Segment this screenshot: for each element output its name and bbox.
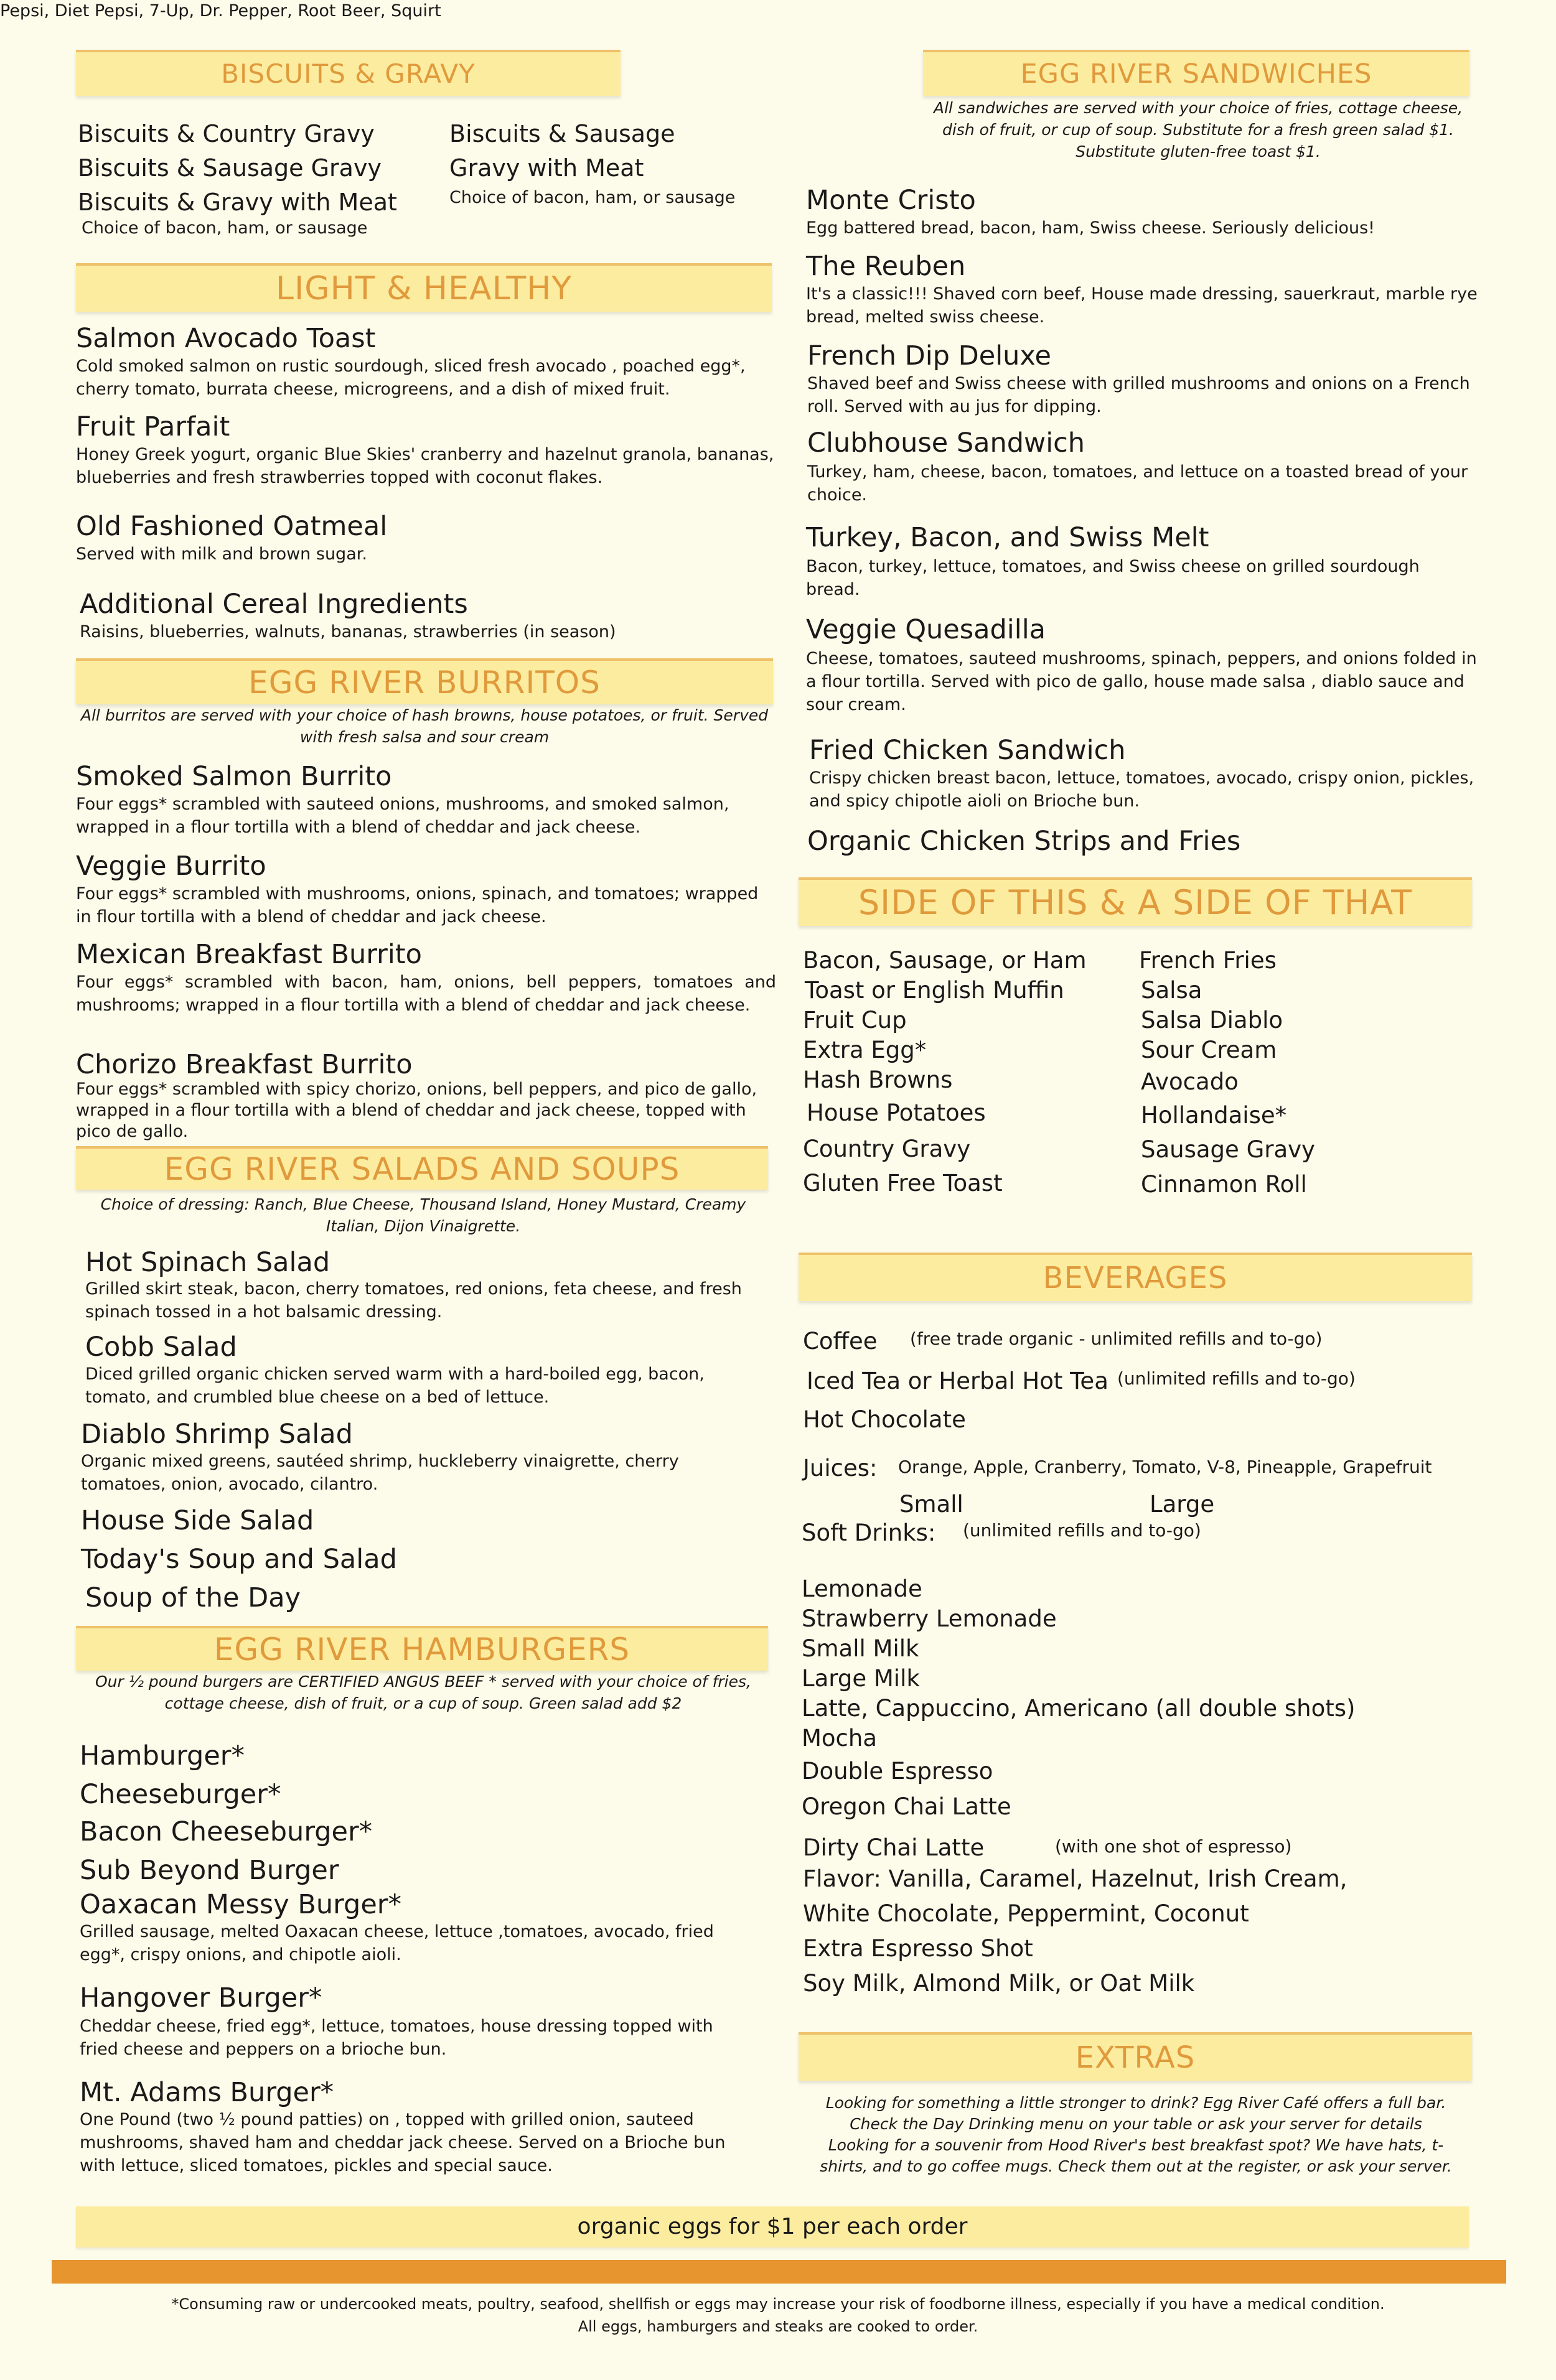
- side-item: French Fries: [1139, 947, 1277, 974]
- beverage-juices-list: Orange, Apple, Cranberry, Tomato, V-8, Pineapple, Grapefruit: [898, 1457, 1432, 1477]
- menu-item-desc: Shaved beef and Swiss cheese with grilled mushrooms and onions on a French roll. Served with au jus for dipping.: [807, 374, 1470, 416]
- menu-item-desc: Egg battered bread, bacon, ham, Swiss cheese. Seriously delicious!: [806, 218, 1375, 238]
- menu-item-name: Bacon Cheeseburger*: [80, 1816, 373, 1847]
- beverage-flavors-cont: White Chocolate, Peppermint, Coconut: [803, 1900, 1249, 1927]
- beverage-list: [802, 1574, 1355, 1824]
- footer-cooked-note: All eggs, hamburgers and steaks are cooked to order.: [578, 2318, 978, 2335]
- menu-item-desc: Grilled skirt steak, bacon, cherry tomatoes, red onions, feta cheese, and fresh spinach tossed in a hot balsamic dressing.: [85, 1279, 742, 1322]
- menu-item-desc: Served with milk and brown sugar.: [76, 544, 367, 564]
- beverage-chocolate: Hot Chocolate: [803, 1406, 966, 1433]
- beverage-item: Mocha: [802, 1725, 878, 1752]
- menu-item-name: French Dip Deluxe: [807, 340, 1051, 371]
- menu-item-name: Hangover Burger*: [80, 1982, 322, 2014]
- size-large-label: Large: [1150, 1491, 1215, 1518]
- menu-item-name: Sub Beyond Burger: [80, 1855, 339, 1886]
- extras-header: EXTRAS: [799, 2032, 1472, 2081]
- menu-item-name: Today's Soup and Salad: [81, 1544, 397, 1575]
- menu-item-name: Cheeseburger*: [80, 1779, 281, 1810]
- biscuits-col1: [78, 117, 397, 237]
- biscuits-col2: [449, 117, 735, 210]
- menu-item-name: Additional Cereal Ingredients: [80, 589, 468, 620]
- menu-item-desc: Organic mixed greens, sautéed shrimp, huckleberry vinaigrette, cherry tomatoes, onion, avocado, cilantro.: [81, 1452, 679, 1494]
- menu-item-name: Soup of the Day: [85, 1582, 301, 1613]
- menu-item: [76, 850, 776, 928]
- side-item: Cinnamon Roll: [1141, 1171, 1307, 1198]
- menu-item-name: Clubhouse Sandwich: [807, 427, 1085, 459]
- sandwiches-header: EGG RIVER SANDWICHES: [923, 50, 1469, 96]
- beverage-note: (unlimited refills and to-go): [963, 1520, 1201, 1541]
- hamburgers-header: EGG RIVER HAMBURGERS: [76, 1626, 768, 1671]
- footer-divider: [52, 2260, 1506, 2284]
- menu-item-name: Fruit Parfait: [76, 411, 230, 442]
- menu-item-name: Biscuits & Country Gravy: [78, 120, 375, 147]
- side-item: Bacon, Sausage, or Ham: [803, 947, 1087, 974]
- sides-col1: [803, 946, 1087, 1200]
- side-item: Salsa: [1141, 977, 1202, 1004]
- extras-text: [803, 2093, 1469, 2177]
- beverage-coffee: Coffee: [803, 1328, 878, 1355]
- menu-item: [76, 1050, 776, 1142]
- beverage-item: Soy Milk, Almond Milk, or Oat Milk: [803, 1970, 1195, 1997]
- menu-item-name: Mt. Adams Burger*: [80, 2077, 334, 2108]
- menu-item-name: Diablo Shrimp Salad: [81, 1419, 353, 1450]
- menu-item-name: Organic Chicken Strips and Fries: [807, 826, 1241, 857]
- menu-item-name: Gravy with Meat: [449, 154, 644, 182]
- sandwiches-note: All sandwiches are served with your choice of fries, cottage cheese, dish of fruit, or cup of soup. Substitute for a fresh green salad $1. Substitute gluten-free toast $1.: [933, 99, 1463, 161]
- side-item: House Potatoes: [807, 1099, 986, 1126]
- menu-item-desc: It's a classic!!! Shaved corn beef, House made dressing, sauerkraut, marble rye bread, melted swiss cheese.: [806, 284, 1478, 327]
- menu-item: [85, 1332, 745, 1409]
- beverage-juices: Juices:: [803, 1455, 878, 1482]
- menu-item-desc: Four eggs* scrambled with sauteed onions, mushrooms, and smoked salmon, wrapped in a flour tortilla with a blend of cheddar and jack cheese.: [76, 795, 729, 837]
- beverage-soft-list: Pepsi, Diet Pepsi, 7-Up, Dr. Pepper, Root Beer, Squirt: [0, 1, 441, 21]
- light-healthy-header: LIGHT & HEALTHY: [76, 263, 772, 312]
- menu-item: [80, 588, 777, 643]
- menu-item: [806, 250, 1478, 329]
- sides-header: SIDE OF THIS & A SIDE OF THAT: [799, 877, 1472, 926]
- menu-item-name: Oaxacan Messy Burger*: [80, 1889, 401, 1920]
- menu-item-desc: Bacon, turkey, lettuce, tomatoes, and Swiss cheese on grilled sourdough bread.: [806, 557, 1420, 599]
- menu-item-name: Hamburger*: [80, 1740, 245, 1771]
- menu-item: [807, 426, 1479, 506]
- menu-item-name: Monte Cristo: [806, 185, 976, 216]
- beverage-item: Double Espresso: [802, 1758, 993, 1785]
- menu-item-name: Biscuits & Gravy with Meat: [78, 189, 397, 216]
- organic-eggs-banner: organic eggs for $1 per each order: [76, 2206, 1469, 2247]
- extras-line: shirts, and to go coffee mugs. Check them out at the register, or ask your server.: [820, 2157, 1452, 2175]
- beverage-flavors: Flavor: Vanilla, Caramel, Hazelnut, Irish Cream,: [803, 1865, 1347, 1892]
- menu-item: [76, 938, 776, 1017]
- side-item: Sour Cream: [1141, 1037, 1277, 1063]
- menu-item-desc: Cheese, tomatoes, sauteed mushrooms, spinach, peppers, and onions folded in a flour tortilla. Served with pico de gallo, house made salsa , diablo sauce and sour cream.: [806, 649, 1477, 714]
- side-item: Sausage Gravy: [1141, 1136, 1315, 1163]
- beverage-note: (unlimited refills and to-go): [1117, 1368, 1356, 1389]
- menu-item-desc: Four eggs* scrambled with mushrooms, onions, spinach, and tomatoes; wrapped in flour tortilla with a blend of cheddar and jack cheese.: [76, 884, 759, 926]
- menu-item-name: Biscuits & Sausage Gravy: [78, 154, 382, 182]
- beverage-item: Extra Espresso Shot: [803, 1935, 1033, 1962]
- menu-item-desc: Four eggs* scrambled with spicy chorizo, onions, bell peppers, and pico de gallo, wrapped in a flour tortilla with a blend of cheddar and jack cheese, topped with pico de gallo.: [76, 1080, 757, 1141]
- beverage-dirty-chai: Dirty Chai Latte: [803, 1834, 985, 1861]
- menu-item-name: The Reuben: [806, 251, 966, 282]
- menu-item-desc: Turkey, ham, cheese, bacon, tomatoes, and lettuce on a toasted bread of your choice.: [807, 462, 1468, 505]
- menu-item: [85, 1248, 745, 1323]
- menu-item: [809, 734, 1481, 813]
- extras-line: Looking for a souvenir from Hood River's best breakfast spot? We have hats, t-: [828, 2136, 1444, 2154]
- menu-item-name: Chorizo Breakfast Burrito: [76, 1049, 413, 1080]
- menu-item: [76, 411, 776, 489]
- beverage-item: Lemonade: [802, 1575, 922, 1602]
- salads-header: EGG RIVER SALADS AND SOUPS: [76, 1146, 768, 1190]
- menu-item-desc: Cold smoked salmon on rustic sourdough, sliced fresh avocado , poached egg*, cherry tomato, burrata cheese, microgreens, and a dish of mixed fruit.: [76, 357, 746, 399]
- menu-item-name: Smoked Salmon Burrito: [76, 761, 392, 792]
- menu-item-name: Biscuits & Sausage: [449, 120, 675, 147]
- side-item: Toast or English Muffin: [805, 977, 1064, 1004]
- biscuits-header: BISCUITS & GRAVY: [76, 50, 621, 96]
- menu-item-name: Cobb Salad: [85, 1332, 237, 1363]
- menu-item: [81, 1419, 741, 1496]
- menu-item-note: Choice of bacon, ham, or sausage: [82, 218, 368, 238]
- menu-item: [806, 612, 1478, 716]
- side-item: Hollandaise*: [1141, 1102, 1287, 1129]
- side-item: Country Gravy: [803, 1136, 971, 1162]
- menu-item-name: Mexican Breakfast Burrito: [76, 939, 422, 970]
- size-small-label: Small: [899, 1491, 963, 1518]
- menu-item: [806, 520, 1478, 601]
- menu-item-desc: Four eggs* scrambled with bacon, ham, onions, bell peppers, tomatoes and mushrooms; wrapped in a flour tortilla with a blend of cheddar and jack cheese.: [76, 973, 776, 1015]
- menu-item-name: Turkey, Bacon, and Swiss Melt: [806, 522, 1209, 553]
- menu-item: [80, 1981, 752, 2061]
- menu-item: [807, 340, 1479, 418]
- beverages-header: BEVERAGES: [799, 1253, 1472, 1301]
- extras-line: Check the Day Drinking menu on your table or ask your server for details: [850, 2115, 1422, 2133]
- menu-item-name: Old Fashioned Oatmeal: [76, 511, 388, 542]
- menu-item: [76, 322, 776, 401]
- menu-item-desc: Crispy chicken breast bacon, lettuce, tomatoes, avocado, crispy onion, pickles, and spicy chipotle aioli on Brioche bun.: [809, 768, 1474, 811]
- menu-item-name: Veggie Burrito: [76, 851, 266, 882]
- menu-item-note: Choice of bacon, ham, or sausage: [449, 188, 736, 207]
- side-item: Avocado: [1141, 1068, 1239, 1095]
- beverage-note: (with one shot of espresso): [1055, 1836, 1292, 1857]
- menu-item: [806, 184, 1478, 240]
- side-item: Fruit Cup: [803, 1007, 907, 1034]
- beverage-tea: Iced Tea or Herbal Hot Tea: [807, 1368, 1108, 1394]
- footer-disclaimer: *Consuming raw or undercooked meats, poultry, seafood, shellfish or eggs may increase your risk of foodborne illness, especially if you have a medical condition.: [171, 2295, 1385, 2313]
- menu-item: [76, 760, 776, 839]
- beverage-item: Strawberry Lemonade: [802, 1605, 1057, 1632]
- menu-item: [80, 1889, 752, 1966]
- menu-item-desc: Raisins, blueberries, walnuts, bananas, strawberries (in season): [80, 622, 616, 642]
- menu-item: [76, 510, 776, 566]
- salads-note: Choice of dressing: Ranch, Blue Cheese, Thousand Island, Honey Mustard, Creamy Italian, Dijon Vinaigrette.: [100, 1195, 746, 1235]
- side-item: Gluten Free Toast: [803, 1170, 1003, 1197]
- menu-item-desc: One Pound (two ½ pound patties) on , topped with grilled onion, sauteed mushrooms, shaved ham and cheddar jack cheese. Served on a Brioche bun with lettuce, sliced tomatoes, pickles and special sauce.: [80, 2110, 726, 2175]
- menu-item-name: Veggie Quesadilla: [806, 614, 1046, 645]
- extras-line: Looking for something a little stronger to drink? Egg River Café offers a full bar.: [825, 2094, 1446, 2112]
- menu-item-name: House Side Salad: [81, 1505, 314, 1536]
- burritos-header: EGG RIVER BURRITOS: [76, 658, 773, 704]
- menu-item-name: Hot Spinach Salad: [85, 1247, 330, 1278]
- menu-item-desc: Cheddar cheese, fried egg*, lettuce, tomatoes, house dressing topped with fried cheese and peppers on a brioche bun.: [80, 2017, 713, 2059]
- sides-col2: [1139, 946, 1315, 1202]
- beverage-item: Oregon Chai Latte: [802, 1793, 1011, 1820]
- side-item: Extra Egg*: [803, 1037, 927, 1063]
- menu-item-name: Salmon Avocado Toast: [76, 323, 376, 354]
- beverage-item: Large Milk: [802, 1665, 920, 1692]
- beverage-item: Small Milk: [802, 1635, 919, 1662]
- beverage-note: (free trade organic - unlimited refills and to-go): [910, 1328, 1323, 1349]
- menu-item-name: Fried Chicken Sandwich: [809, 735, 1126, 766]
- hamburgers-note: Our ½ pound burgers are CERTIFIED ANGUS BEEF * served with your choice of fries, cottage cheese, dish of fruit, or a cup of soup. Green salad add $2: [95, 1673, 751, 1712]
- side-item: Salsa Diablo: [1141, 1007, 1283, 1034]
- burritos-note: All burritos are served with your choice of hash browns, house potatoes, or fruit. Served with fresh salsa and sour cream: [80, 706, 769, 746]
- menu-item-desc: Honey Greek yogurt, organic Blue Skies' cranberry and hazelnut granola, bananas, blueberries and fresh strawberries topped with coconut flakes.: [76, 445, 774, 487]
- side-item: Hash Browns: [803, 1066, 953, 1093]
- beverage-item: Latte, Cappuccino, Americano (all double shots): [802, 1695, 1356, 1722]
- beverage-soft-drinks: Soft Drinks:: [802, 1519, 936, 1546]
- menu-item-desc: Grilled sausage, melted Oaxacan cheese, lettuce ,tomatoes, avocado, fried egg*, crispy onions, and chipotle aioli.: [80, 1922, 714, 1964]
- menu-item-desc: Diced grilled organic chicken served warm with a hard-boiled egg, bacon, tomato, and crumbled blue cheese on a bed of lettuce.: [85, 1365, 705, 1407]
- menu-item: [80, 2077, 752, 2177]
